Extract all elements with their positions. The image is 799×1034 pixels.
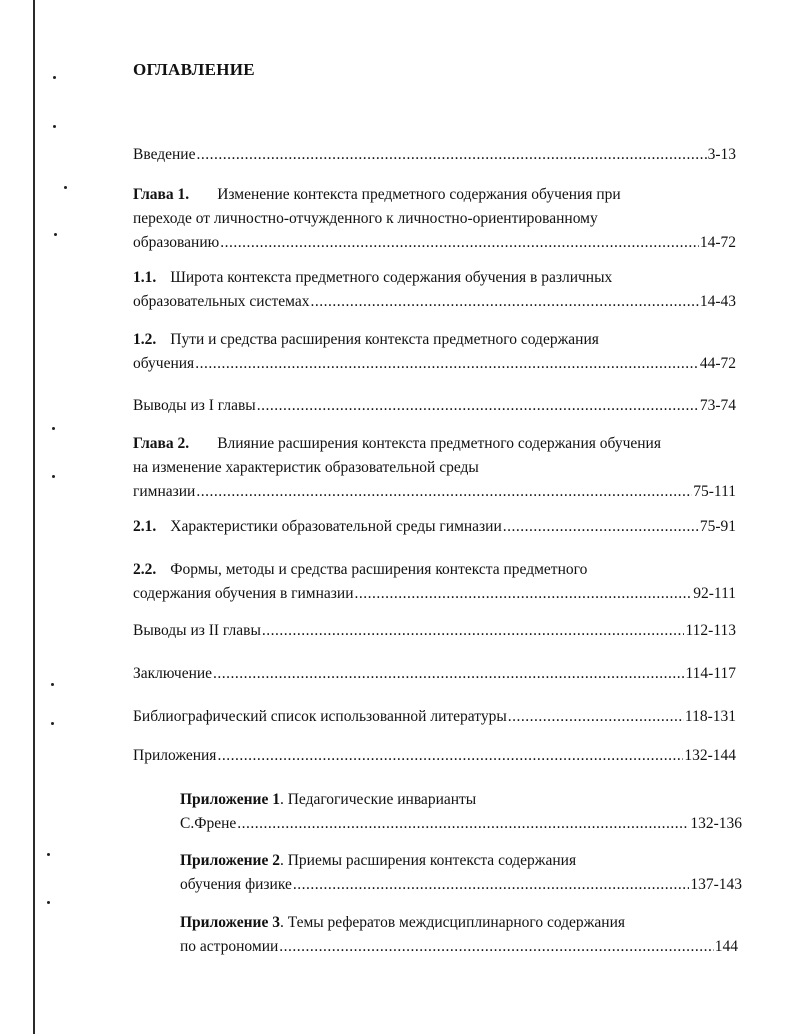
- appendix-label: Приложение 1: [180, 791, 280, 808]
- leader-dots: [262, 619, 685, 643]
- leader-dots: [310, 290, 698, 314]
- toc-entry-text: Характеристики образовательной среды гимназии: [170, 518, 502, 535]
- toc-page-range: 132-136: [690, 815, 742, 832]
- toc-entry-text: Пути и средства расширения контекста предметного содержания: [170, 331, 599, 348]
- toc-entry-appendices: [133, 744, 736, 768]
- toc-entry-text: по астрономии: [180, 938, 279, 955]
- section-label: 1.1.: [133, 269, 157, 286]
- section-label: 2.2.: [133, 561, 157, 578]
- scan-mark: [52, 427, 55, 430]
- toc-entry-conclusions-2: [133, 619, 736, 643]
- leader-dots: [355, 582, 693, 606]
- toc-page-range: 137-143: [690, 876, 742, 893]
- section-label: 2.1.: [133, 518, 157, 535]
- toc-entry-text: . Приемы расширения контекста содержания: [279, 852, 577, 869]
- toc-entry-text: переходе от личностно-отчужденного к личностно-ориентированному: [133, 210, 598, 227]
- leader-dots: [503, 515, 699, 539]
- toc-page-range: 114-117: [685, 665, 736, 682]
- toc-entry-conclusions-1: [133, 394, 736, 418]
- toc-entry-section-2-2: [133, 558, 736, 606]
- leader-dots: [293, 873, 689, 897]
- chapter-label: Глава 1.: [133, 186, 190, 203]
- leader-dots: [237, 812, 689, 836]
- scan-mark: [54, 233, 57, 236]
- toc-page-range: 92-111: [693, 585, 736, 602]
- toc-entry-text: Изменение контекста предметного содержания обучения при: [217, 186, 621, 203]
- section-label: 1.2.: [133, 331, 157, 348]
- toc-page-range: 75-91: [699, 518, 736, 535]
- toc-entry-text: обучения физике: [180, 876, 292, 893]
- scan-mark: [64, 186, 67, 189]
- toc-entry-appendix-3: [180, 911, 738, 959]
- toc-entry-text: Формы, методы и средства расширения контекста предметного: [170, 561, 588, 578]
- toc-entry-text: образовательных системах: [133, 293, 310, 310]
- toc-entry-text: гимназии: [133, 483, 196, 500]
- leader-dots: [279, 935, 713, 959]
- toc-page-range: 73-74: [699, 397, 736, 414]
- leader-dots: [196, 143, 706, 167]
- toc-entry-section-1-2: [133, 328, 736, 376]
- toc-entry-appendix-1: [180, 788, 742, 836]
- toc-entry-section-1-1: [133, 266, 736, 314]
- scan-mark: [53, 125, 56, 128]
- toc-entry-appendix-2: [180, 849, 742, 897]
- binding-edge: [33, 0, 35, 1034]
- leader-dots: [220, 231, 699, 255]
- toc-entry-text: содержания обучения в гимназии: [133, 585, 354, 602]
- toc-page-range: 132-144: [684, 747, 736, 764]
- scan-mark: [47, 853, 50, 856]
- toc-entry-text: Выводы из I главы: [133, 397, 256, 414]
- leader-dots: [213, 662, 684, 686]
- appendix-label: Приложение 3: [180, 914, 280, 931]
- toc-entry-text: С.Френе: [180, 815, 237, 832]
- toc-entry-text: Влияние расширения контекста предметного содержания обучения: [217, 435, 661, 452]
- toc-entry-conclusion: [133, 662, 736, 686]
- toc-entry-text: Введение: [133, 146, 196, 163]
- toc-page-range: 112-113: [685, 622, 736, 639]
- leader-dots: [508, 705, 684, 729]
- toc-page-range: 144: [714, 938, 738, 955]
- page-title: ОГЛАВЛЕНИЕ: [133, 60, 255, 79]
- scan-mark: [51, 683, 54, 686]
- toc-entry-intro: [133, 143, 736, 167]
- scan-mark: [47, 901, 50, 904]
- chapter-label: Глава 2.: [133, 435, 190, 452]
- scan-mark: [53, 76, 56, 79]
- leader-dots: [257, 394, 699, 418]
- toc-entry-text: Приложения: [133, 747, 217, 764]
- toc-entry-chapter-1: [133, 183, 736, 255]
- toc-entry-text: образованию: [133, 234, 220, 251]
- toc-entry-bibliography: [133, 705, 736, 729]
- leader-dots: [217, 744, 683, 768]
- leader-dots: [195, 352, 699, 376]
- toc-entry-text: Заключение: [133, 665, 213, 682]
- toc-entry-text: Выводы из II главы: [133, 622, 261, 639]
- toc-entry-text: обучения: [133, 355, 195, 372]
- toc-page-range: 14-43: [699, 293, 736, 310]
- toc-page-range: 3-13: [707, 146, 736, 163]
- scan-mark: [51, 722, 54, 725]
- toc-page-range: 118-131: [684, 708, 736, 725]
- toc-entry-chapter-2: [133, 432, 736, 504]
- toc-entry-text: на изменение характеристик образовательной среды: [133, 459, 479, 476]
- leader-dots: [196, 480, 692, 504]
- scan-mark: [52, 475, 55, 478]
- toc-entry-text: . Темы рефератов междисциплинарного содержания: [279, 914, 625, 931]
- toc-entry-text: Широта контекста предметного содержания обучения в различных: [170, 269, 613, 286]
- toc-entry-text: . Педагогические инварианты: [279, 791, 477, 808]
- toc-entry-section-2-1: [133, 515, 736, 539]
- toc-page-range: 44-72: [699, 355, 736, 372]
- toc-page-range: 75-111: [693, 483, 736, 500]
- toc-entry-text: Библиографический список использованной литературы: [133, 708, 507, 725]
- toc-page-range: 14-72: [699, 234, 736, 251]
- appendix-label: Приложение 2: [180, 852, 280, 869]
